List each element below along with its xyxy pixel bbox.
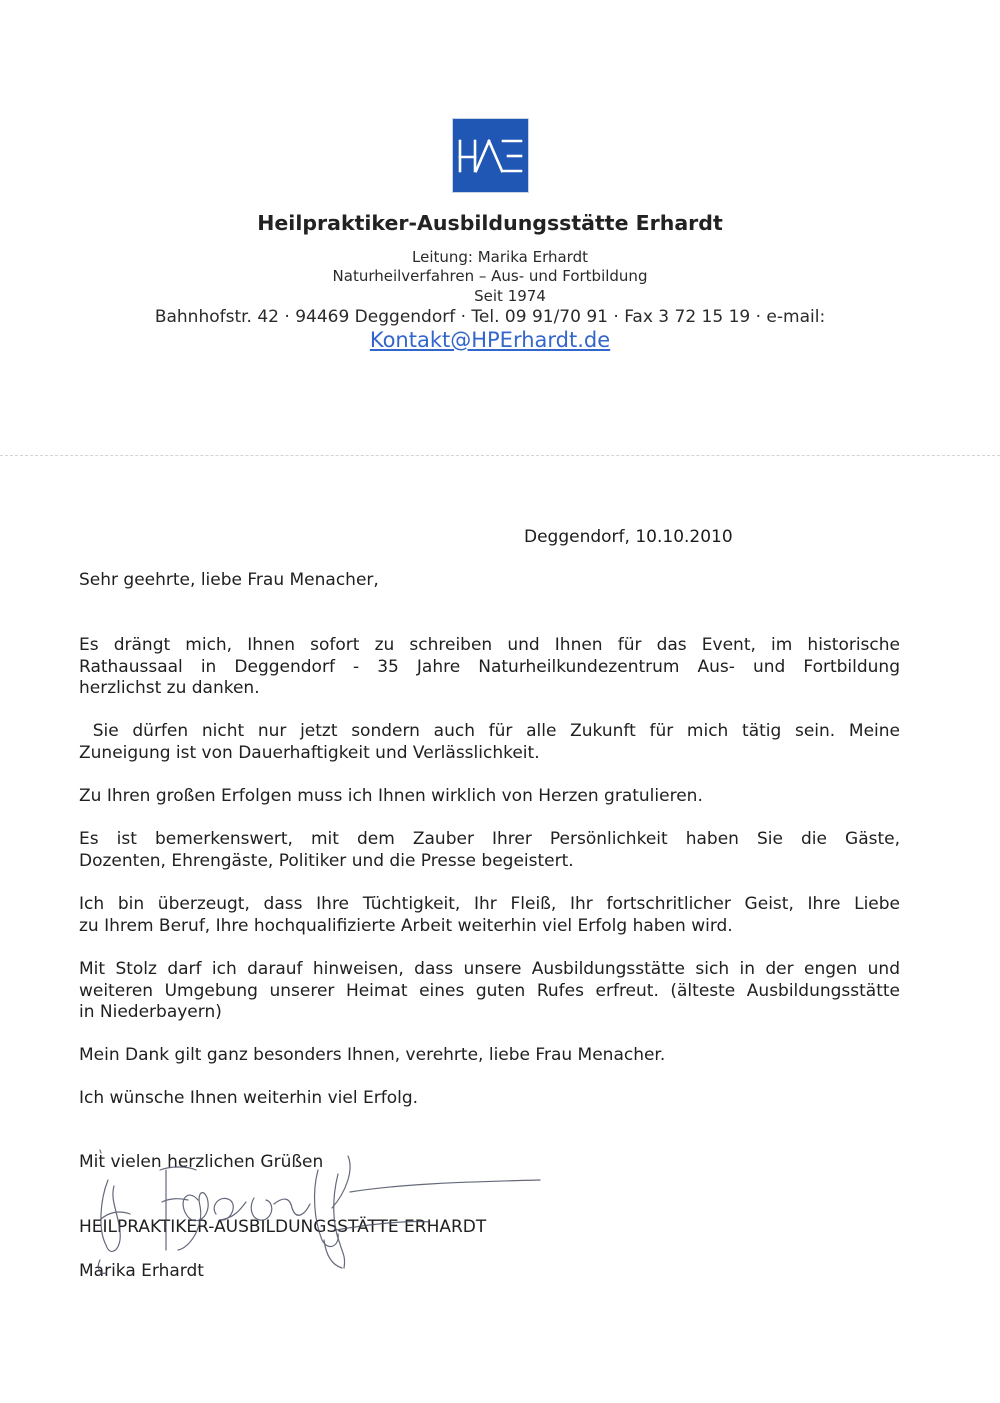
- paragraph-future: [79, 721, 900, 764]
- paragraph-convinced: [79, 894, 900, 937]
- paragraph-line: weiteren Umgebung unserer Heimat eines guten Rufes erfreut. (älteste Ausbildungsstätte: [79, 980, 900, 1001]
- salutation: Sehr geehrte, liebe Frau Menacher,: [79, 570, 379, 590]
- paragraph-line: in Niederbayern): [79, 1002, 222, 1022]
- paragraph-line: Ich bin überzeugt, dass Ihre Tüchtigkeit, Ihr Fleiß, Ihr fortschritlicher Geist, Ihre Liebe: [79, 894, 900, 914]
- handwritten-signature: [70, 1140, 550, 1280]
- paragraph-remarkable: [79, 829, 900, 872]
- email-link[interactable]: Kontakt@HPErhardt.de: [369, 328, 611, 352]
- paragraph-gratitude: Mein Dank gilt ganz besonders Ihnen, verehrte, liebe Frau Menacher.: [79, 1045, 666, 1065]
- paragraph-line: Mit Stolz darf ich darauf hinweisen, dass unsere Ausbildungsstätte sich in der engen und: [79, 959, 900, 979]
- paragraph-line: zu Ihrem Beruf, Ihre hochqualifizierte Arbeit weiterhin viel Erfolg haben wird.: [79, 915, 733, 936]
- founded-line: Seit 1974: [474, 287, 546, 305]
- director-line: Leitung: Marika Erhardt: [412, 248, 588, 266]
- paragraph-line: Es ist bemerkenswert, mit dem Zauber Ihrer Persönlichkeit haben Sie die Gäste,: [79, 829, 900, 849]
- services-line: Naturheilverfahren – Aus- und Fortbildung: [332, 267, 648, 285]
- organization-name: Heilpraktiker-Ausbildungsstätte Erhardt: [257, 211, 723, 235]
- paragraph-line: Zuneigung ist von Dauerhaftigkeit und Verlässlichkeit.: [79, 742, 540, 763]
- company-logo: [453, 119, 528, 192]
- paragraph-line: Dozenten, Ehrengäste, Politiker und die Presse begeistert.: [79, 850, 574, 871]
- paragraph-line: Rathaussaal in Deggendorf - 35 Jahre Naturheilkundezentrum Aus- und Fortbildung: [79, 656, 900, 677]
- closing-phrase: Mit vielen herzlichen Grüßen: [79, 1152, 324, 1172]
- paragraph-reputation: [79, 959, 900, 1024]
- fold-divider: [0, 455, 1000, 456]
- paragraph-thanks: [79, 635, 900, 700]
- paragraph-wishes: Ich wünsche Ihnen weiterhin viel Erfolg.: [79, 1088, 419, 1108]
- paragraph-congratulations: Zu Ihren großen Erfolgen muss ich Ihnen wirklich von Herzen gratulieren.: [79, 786, 703, 806]
- address-line: Bahnhofstr. 42 · 94469 Deggendorf · Tel. 09 91/70 91 · Fax 3 72 15 19 · e-mail:: [154, 307, 826, 327]
- paragraph-line: Sie dürfen nicht nur jetzt sondern auch für alle Zukunft für mich tätig sein. Meine: [79, 721, 900, 741]
- paragraph-line: Es drängt mich, Ihnen sofort zu schreiben und Ihnen für das Event, im historische: [79, 635, 900, 655]
- paragraph-line: herzlichst zu danken.: [79, 678, 260, 698]
- signature-company: HEILPRAKTIKER-AUSBILDUNGSSTÄTTE ERHARDT: [79, 1217, 487, 1237]
- place-date: Deggendorf, 10.10.2010: [524, 527, 733, 547]
- signature-name: Marika Erhardt: [79, 1261, 204, 1281]
